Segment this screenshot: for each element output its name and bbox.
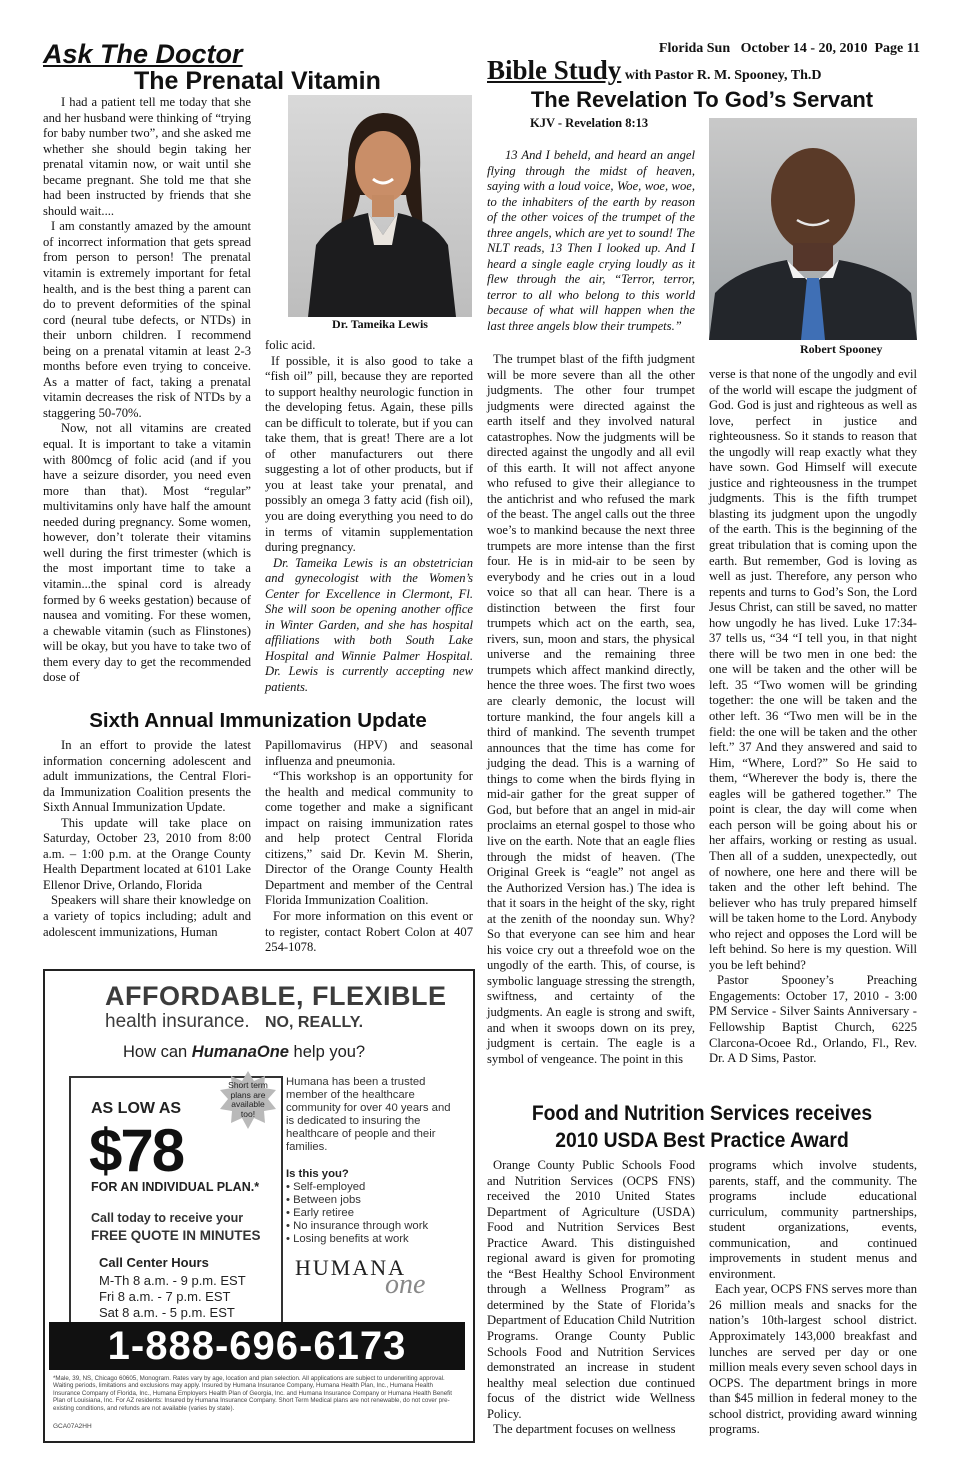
paragraph: This update will take place on Saturday, October 23, 2010 from 8:00 a.m. – 1:00 p.m. at the Orange County Health Department located at 6101 Lake Ellenor Drive, Orlando, Florida	[43, 815, 251, 892]
ad-fine-print: *Male, 39, NS, Chicago 60605, Monogram. Rates vary by age, location and plan selection. All applications are subject to underwriting approval. Waiting periods, limitations and exclusions may apply. Insured by Humana Insurance Company, Humana Health Plan, Inc., Humana Health Insurance Company of Florida, Inc., Humana Employers Health Plan of Georgia, Inc. and Humana Insurance Company or Humana Health Benefit Plan of Louisiana, Inc. For AZ residents: Insured by Humana Insurance Company. Short Term Medical plans are not renewable, do not cover pre-existing conditions, and refunds are not available (varies by state).	[53, 1375, 452, 1412]
paper-info: Florida Sun October 14 - 20, 2010 Page 11	[658, 41, 920, 56]
paragraph: I had a patient tell me today that she and her husband were thinking of “trying for baby number two”, and she asked me whether she should begin taking her prenatal vitamin now, or wait until she became pregnant. She told me that she had been instructed by friends that she should wait....	[43, 95, 251, 218]
food-headline-line1: Food and Nutrition Services receives	[531, 1102, 873, 1125]
ad-bullet: • Early retiree	[286, 1207, 354, 1219]
bible-col2	[709, 367, 917, 1067]
ad-bullet: • Self-employed	[286, 1181, 366, 1193]
bible-col1	[487, 352, 695, 1067]
preaching-engagements: Pastor Spooney’s Preaching Engagements: October 17, 2010 - 3:00 PM Service - Silver Saints Anniversary - Fellowship Baptist Church, 6225 Clarcona-Ocoee Rd., Orlando, Fl., Rev. Dr. A D Sims, Pastor.	[709, 973, 917, 1066]
paragraph: Speakers will share their knowledge on a variety of topics including; adult and adolescent immunizations, Human	[43, 893, 251, 939]
doctor-photo	[288, 95, 472, 317]
ad-headline-2	[105, 1011, 363, 1033]
ad-code: GCA07A2HH	[53, 1423, 92, 1430]
ad-bullet: • Losing benefits at work	[286, 1233, 409, 1245]
paragraph: I am constantly amazed by the amount of incorrect information that gets spread from person to person! The prenatal vitamin is extremely important for fetal health, and is the best thing a parent can do to prevent deformities of the spinal cord (neural tube defects, or NTDs) in their unborn children. I recommend being on a prenatal vitamin at least 2-3 months before even trying to conceive. As a matter of fact, taking a prenatal vitamin decreases the risk of NTDs by a staggering 50-70%.	[43, 219, 251, 420]
ad-plan: FOR AN INDIVIDUAL PLAN.*	[91, 1180, 260, 1194]
paragraph: Now, not all vitamins are created equal. It is important to take a vitamin with 800mcg of folic acid (and if you have a seizure disorder, you need even more than that). Most “regular” multivitamins only have half the amount needed during pregnancy. Some women, however, don’t tolerate their vitamins well during the first trimester (which is the most important time to take a vitamin...the spinal cord is already formed by 6 weeks gestation) because of nausea and vomiting. For these women, a chewable vitamin (such as Flinstones) will be okay, but you have to take two of them every day to get the recommended dose of	[43, 421, 251, 685]
paragraph: In an effort to provide the latest information concerning adolescent and adult immunizations, the Central Flori-da Immunization Coalition presents the Sixth Annual Immunization Update.	[43, 738, 251, 815]
ask-doctor-headline: The Prenatal Vitamin	[134, 67, 381, 95]
ad-hours-item: Sat 8 a.m. - 5 p.m. EST	[99, 1305, 235, 1320]
ad-hours-list	[99, 1273, 246, 1321]
ask-doctor-col2	[265, 338, 473, 696]
ad-bullet: • Between jobs	[286, 1194, 361, 1206]
doctor-portrait-icon	[288, 95, 472, 317]
ad-price: $78	[89, 1117, 184, 1184]
humana-ad[interactable]	[43, 969, 475, 1443]
scripture-paragraph: 13 And I beheld, and heard an angel flying through the midst of heaven, saying with a loud voice, Woe, woe, woe, to the inhabiters of the earth by reason of the other voices of the trumpet of the three angels, which are yet to sound! The NLT reads, 13 Then I looked up. And I heard a single eagle crying loudly as it flew through the air, “Terror, terror, terror to all who belong to this world because of what will happen when the last three angels blow their trumpets.”	[487, 148, 695, 334]
food-col1	[487, 1158, 695, 1438]
ad-phone-bar[interactable]: 1-888-696-6173	[49, 1322, 465, 1370]
humana-logo-word: HUMANA	[295, 1255, 406, 1280]
ad-is-this-you: Is this you?	[286, 1168, 349, 1180]
bible-headline: The Revelation To God’s Servant	[530, 87, 874, 112]
pastor-portrait-icon	[709, 118, 917, 340]
ad-hours-title: Call Center Hours	[99, 1255, 209, 1270]
immunization-col1	[43, 738, 251, 940]
ad-headline-2a: health insurance.	[105, 1011, 250, 1032]
ad-starburst	[218, 1071, 278, 1131]
bible-title: Bible Study	[487, 55, 622, 85]
bible-scripture	[487, 148, 695, 335]
immunization-headline: Sixth Annual Immunization Update	[89, 709, 427, 732]
bible-byline: with Pastor R. M. Spooney, Th.D	[621, 68, 822, 83]
ad-question-brand: HumanaOne	[191, 1043, 289, 1061]
author-bio: Dr. Tameika Lewis is an obstetrician and gynecologist with the Women’s Center for Excellence in Clermont, Fl. She will soon be opening another office in Winter Garden, and she has hospital affiliations with both South Lake Hospital and Winnie Palmer Hospital. Dr. Lewis is currently accepting new patients.	[265, 555, 473, 695]
ad-starburst-text: Short term plans are available too!	[228, 1080, 268, 1119]
food-headline-line2: 2010 USDA Best Practice Award	[555, 1129, 849, 1152]
paragraph: “This workshop is an opportunity for the health and medical community to come together and make a significant impact on raising immunization rates and help protect Central Florida citizens,” said Dr. Kevin M. Sherin, Director of the Orange County Health Department and member of the Central Florida Immunization Coalition.	[265, 769, 473, 908]
paragraph: verse is that none of the ungodly and evil of the world will escape the judgment of God. God is just and righteous as well as love, perfect in justice and righteousness. So it stands to reason that the ungodly will reap exactly what they have sown. God Himself will execute justice and righteousness in the trumpet judgments. This is the fifth trumpet blasting its judgment upon the ungodly of the earth. This is the beginning of the great tribulation that is coming upon the earth. But remember, God is loving as well as just. Therefore, any person who repents and turns to God’s Son, the Lord Jesus Christ, can still be saved, no matter how ungodly he has lived. Luke 17:34-37 tells us, “34 “I tell you, in that night there will be two men in one bed: the one will be taken and the other will be left. 35 “Two women will be grinding together: the one will be taken and the other left. 36 “Two men will be in the field: the one will be taken and the other left.” 37 And they answered and said to Him, “Where, Lord?” So He said to them, “Wherever the body is, there the eagles will be gathered together.” The point is clear, the day will come when each person will be going about his or her affairs, working or resting as usual. Then all of a sudden, unexpectedly, out of nowhere, one here and there will be taken and the other left behind. The believer who has truly prepared himself will be taken home to the Lord. Anybody who reject and opposes the Lord will be left behind. So here is my question. Will you be left behind?	[709, 367, 917, 972]
humana-logo	[295, 1255, 445, 1305]
immunization-col2	[265, 738, 473, 956]
ad-headline-1: AFFORDABLE, FLEXIBLE	[105, 981, 447, 1011]
ad-hours-item: M-Th 8 a.m. - 9 p.m. EST	[99, 1273, 246, 1288]
paragraph: programs which involve students, parents, staff, and the community. The programs include educational curriculum, community partnerships, student organizations, events, communication, and continued improvements in student menus and environment.	[709, 1158, 917, 1281]
ad-question	[123, 1043, 365, 1062]
doctor-photo-caption: Dr. Tameika Lewis	[332, 317, 428, 331]
ask-doctor-column-title: Ask The Doctor	[43, 39, 243, 69]
paragraph: Papillomavirus (HPV) and seasonal influenza and pneumonia.	[265, 738, 473, 768]
food-col2	[709, 1158, 917, 1438]
bible-reference: KJV - Revelation 8:13	[530, 116, 649, 130]
paragraph: The trumpet blast of the fifth judgment will be more severe than all the other judgments. The other four trumpet judgments were directed against the earth itself and they involved natural catastrophes. Now the judgments will be directed against the ungodly and all evil of this earth. It will not affect anyone who refused to give their allegiance to the antichrist and who refused the mark of the beast. The angel calls out the three woe’s to mankind because the next three trumpets are more intense than the first four. He is in mid-air to be seen by everybody and he cries out in a loud voice so that all can hear. There is a distinction between the first four trumpets which act on the earth, sea, rivers, sun, moon and stars, the physical universe and the remaining three trumpets which affect mankind directly, hence the three woes. The first two woes are clearly demonic, the locust will torture mankind, the four angels kill a third of mankind. The seventh trumpet announces that the time has come for judging the dead. This is a warning of things to come when the birds flying in mid-air gather for the great supper of God, but before that an angel in mid-air proclaims an eternal gospel to those who live on the earth. Note that an eagle flies through the midst of heaven. (The Original Greek is “eagle” not angel as the Authorized Version has.) The idea is that it soars in the height of the sky, right at the zenith of the noonday sun. Why? So that everyone can see him and hear his voice cry out a threefold woe on the ungodly of the earth. This, of course, is symbolic language stressing the strength, swiftness, and certainty of the judgments. An eagle is strong and swift, and when it swoops down on its prey, judgment is certain. The eagle is a symbol of vengeance. The point in this	[487, 352, 695, 1066]
humana-logo-script: one	[385, 1269, 426, 1300]
ad-as-low-as: AS LOW AS	[91, 1100, 182, 1117]
paragraph: For more information on this event or to register, contact Robert Colon at 407 254-1078.	[265, 909, 473, 955]
ad-bullet: • No insurance through work	[286, 1220, 429, 1232]
ad-call-today: Call today to receive your	[91, 1211, 244, 1225]
paragraph: Orange County Public Schools Food and Nutrition Services (OCPS FNS) received the 2010 United States Department of Agriculture (USDA) Food and Nutrition Services Best Practice Award. This distinguished regional award is given for promoting the “Best Healthy School Environment through a Wellness Program” as determined by the State of Florida’s Department of Education Child Nutrition Programs. Orange County Public Schools Food and Nutrition Services demonstrated an increase in student healthy meal selection due continued focus of the district wide Wellness Policy.	[487, 1158, 695, 1421]
ad-headline-2b: NO, REALLY.	[265, 1014, 364, 1031]
ask-doctor-col1	[43, 95, 251, 686]
ad-free-quote: FREE QUOTE IN MINUTES	[91, 1228, 261, 1243]
ad-trusted: Humana has been a trusted member of the healthcare community for over 40 years and is dedicated to insuring the healthcare of people and their families.	[286, 1076, 451, 1153]
paragraph: Each year, OCPS FNS serves more than 26 million meals and snacks for the nation’s 10th-largest school district. Approximately 143,000 breakfast and lunches are served per day or one million meals every seven school days in OCPS. The department brings in more than $45 million in federal money to the school district, providing award winning programs.	[709, 1282, 918, 1437]
pastor-photo-caption: Robert Spooney	[800, 342, 883, 356]
paragraph: The department focuses on wellness	[493, 1422, 676, 1437]
food-headline	[504, 1100, 900, 1154]
ad-question-pre: How can	[123, 1043, 192, 1061]
pastor-photo	[709, 118, 917, 340]
ad-bullets	[286, 1181, 428, 1246]
ad-question-post: help you?	[288, 1043, 366, 1061]
ad-hours-item: Fri 8 a.m. - 7 p.m. EST	[99, 1289, 231, 1304]
paragraph: If possible, it is also good to take a “fish oil” pill, because they are reported to support healthy neurologic function in the developing fetus. Again, these pills can be difficult to tolerate, but if you can take them, that is great! There are a lot of other manufacturers out there suggesting a lot of other products, but if you at least take your prenatal, and possibly an omega 3 fatty acid (fish oil), you are doing everything you need to do in terms of vitamin supplementation during pregnancy.	[265, 353, 473, 555]
paragraph: folic acid.	[265, 338, 316, 352]
